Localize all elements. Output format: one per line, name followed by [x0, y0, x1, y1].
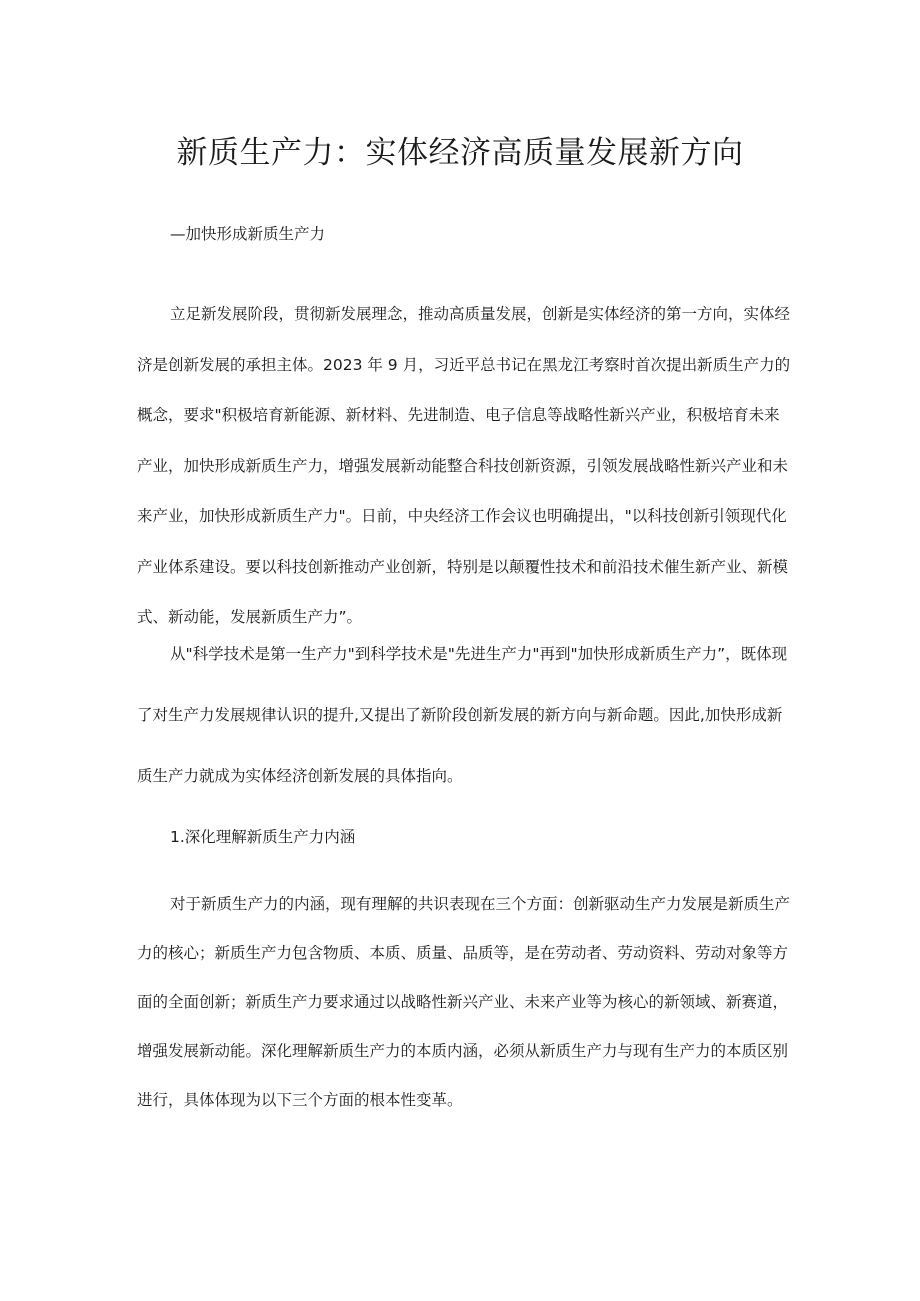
document-title: 新质生产力：实体经济高质量发展新方向: [176, 135, 744, 171]
paragraph-line: 来产业，加快形成新质生产力"。日前，中央经济工作会议也明确提出，"以科技创新引领现代化: [137, 507, 787, 525]
paragraph-line: 了对生产力发展规律认识的提升,又提出了新阶段创新发展的新方向与新命题。因此,加快形成新: [137, 706, 783, 724]
paragraph-line: 进行，具体体现为以下三个方面的根本性变革。: [137, 1091, 463, 1109]
paragraph-line: 产业，加快形成新质生产力，增强发展新动能整合科技创新资源，引领发展战略性新兴产业和未: [137, 456, 789, 475]
paragraph-line: 产业体系建设。要以科技创新推动产业创新，特别是以颠覆性技术和前沿技术催生新产业、新模: [137, 557, 789, 576]
paragraph-line: 从"科学技术是第一生产力"到科学技术是"先进生产力"再到"加快形成新质生产力”，既体现: [170, 645, 788, 663]
paragraph-line: 立足新发展阶段，贯彻新发展理念，推动高质量发展，创新是实体经济的第一方向，实体经: [170, 305, 791, 323]
paragraph-line: 质生产力就成为实体经济创新发展的具体指向。: [137, 767, 463, 785]
paragraph-line: 济是创新发展的承担主体。2023 年 9 月，习近平总书记在黑龙江考察时首次提出新质生产力的: [137, 355, 791, 374]
paragraph-line: 式、新动能，发展新质生产力”。: [137, 608, 363, 626]
paragraph-line: 增强发展新动能。深化理解新质生产力的本质内涵，必须从新质生产力与现有生产力的本质区别: [137, 1042, 789, 1060]
paragraph-line: 概念，要求"积极培育新能源、新材料、先进制造、电子信息等战略性新兴产业，积极培育未来: [137, 406, 780, 424]
paragraph-line: 面的全面创新；新质生产力要求通过以战略性新兴产业、未来产业等为核心的新领域、新赛道，: [137, 993, 789, 1011]
paragraph-2: [137, 624, 797, 807]
paragraph-line: 力的核心；新质生产力包含物质、本质、质量、品质等，是在劳动者、劳动资料、劳动对象等方: [137, 944, 789, 962]
paragraph-line: 对于新质生产力的内涵，现有理解的共识表现在三个方面：创新驱动生产力发展是新质生产: [170, 895, 791, 913]
paragraph-1: [137, 289, 797, 643]
document-subtitle: —加快形成新质生产力: [170, 225, 326, 243]
paragraph-3: [137, 880, 797, 1125]
section-heading: 1.深化理解新质生产力内涵: [170, 828, 356, 846]
